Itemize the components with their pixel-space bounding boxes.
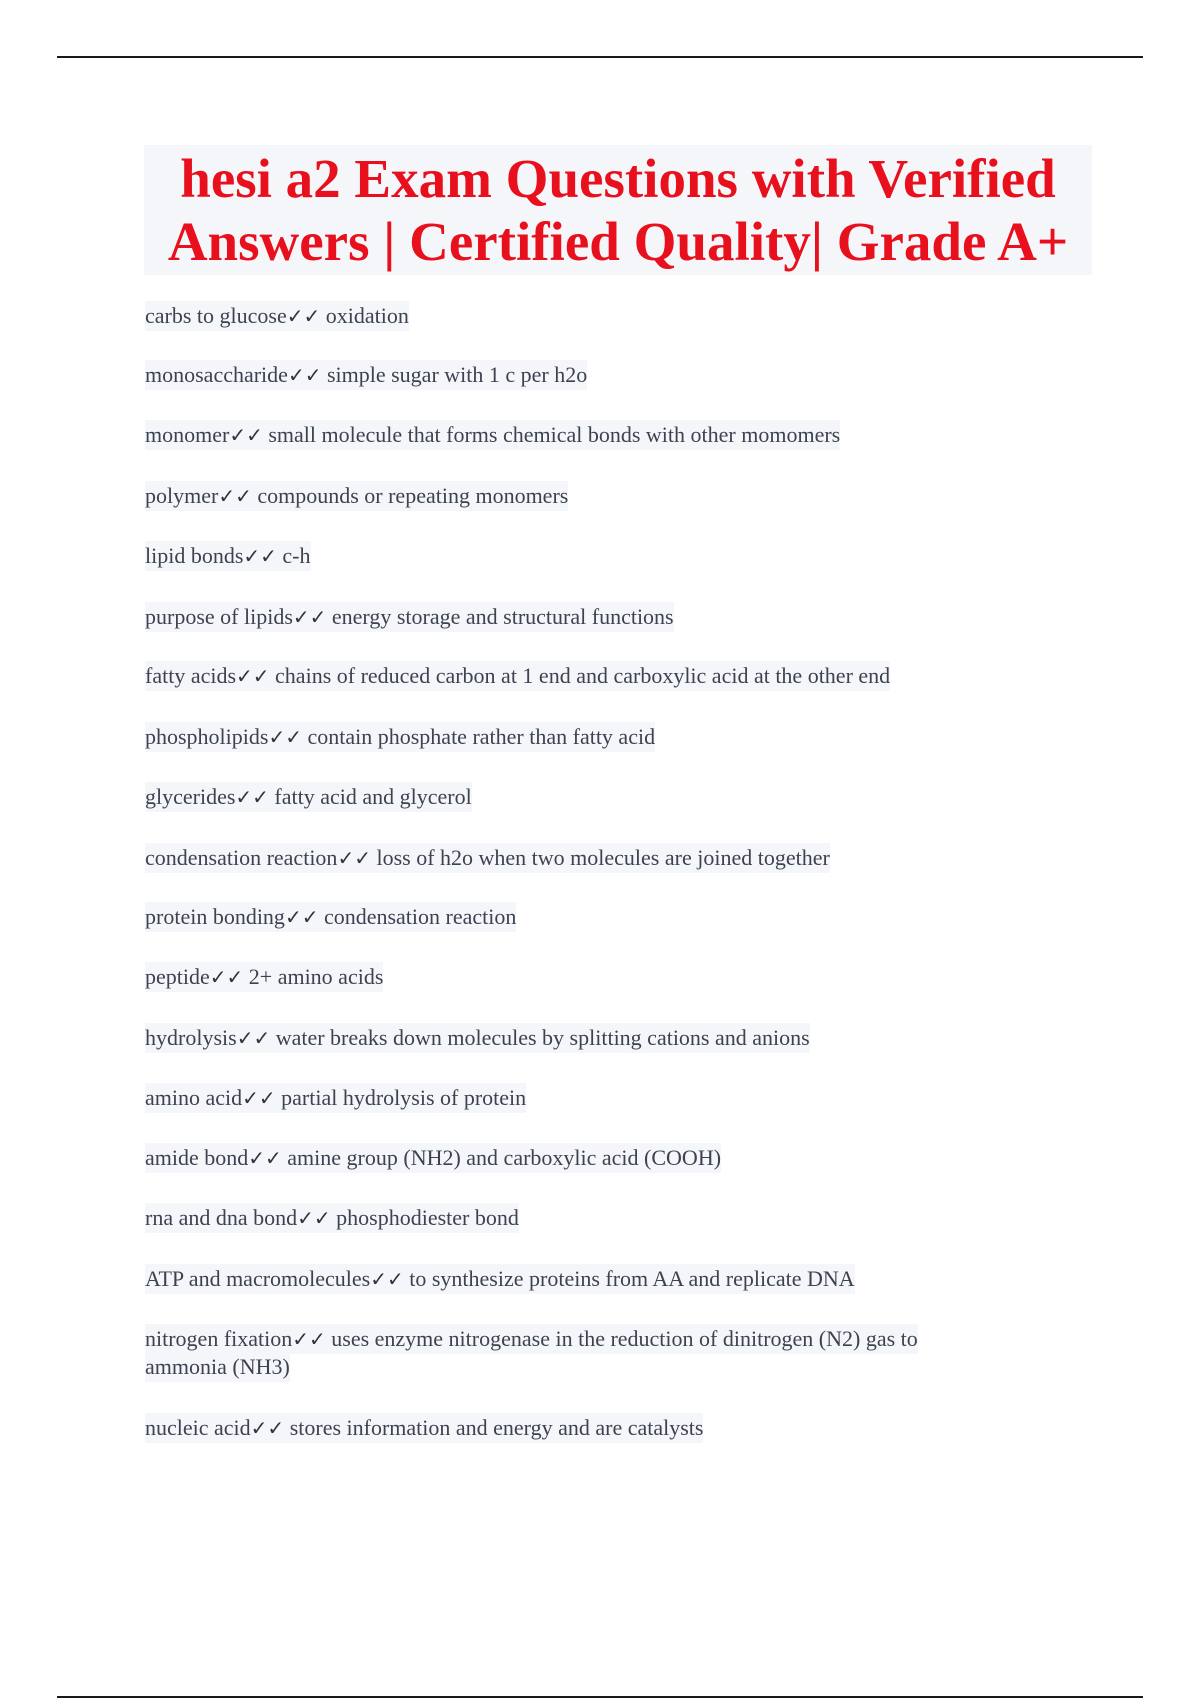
qa-item (145, 1204, 519, 1232)
qa-item (145, 1325, 1005, 1381)
qa-term: hydrolysis (145, 1025, 237, 1050)
check-icon: ✓✓ (268, 725, 302, 749)
check-icon: ✓✓ (242, 1086, 276, 1110)
qa-term: ATP and macromolecules (145, 1266, 371, 1291)
qa-item (145, 1024, 810, 1052)
qa-term: fatty acids (145, 663, 237, 688)
check-icon: ✓✓ (218, 484, 252, 508)
qa-term: glycerides (145, 784, 236, 809)
qa-answer: compounds or repeating monomers (251, 483, 569, 508)
qa-answer: c-h (276, 543, 311, 568)
title-line-1: hesi a2 Exam Questions with Verified (180, 148, 1056, 209)
check-icon: ✓✓ (292, 605, 327, 629)
qa-term: peptide (145, 964, 210, 989)
qa-answer: amine group (NH2) and carboxylic acid (COOH) (281, 1145, 722, 1170)
qa-answer: small molecule that forms chemical bonds with other momomers (262, 422, 841, 447)
qa-answer: partial hydrolysis of protein (275, 1085, 527, 1110)
qa-item (145, 542, 311, 570)
check-icon: ✓✓ (236, 1026, 271, 1050)
qa-term: condensation reaction (145, 845, 338, 870)
qa-answer: energy storage and structural functions (326, 604, 674, 629)
qa-item (145, 361, 587, 389)
qa-term: monosaccharide (145, 362, 288, 387)
qa-term: nucleic acid (145, 1415, 251, 1440)
check-icon: ✓✓ (297, 1206, 331, 1230)
qa-item (145, 662, 890, 690)
qa-term: rna and dna bond (145, 1205, 298, 1230)
check-icon: ✓✓ (250, 1416, 285, 1440)
qa-answer: chains of reduced carbon at 1 end and carboxylic acid at the other end (269, 663, 891, 688)
qa-answer: fatty acid and glycerol (268, 784, 472, 809)
document-title (144, 145, 1092, 275)
qa-answer: oxidation (320, 303, 409, 328)
qa-answer: condensation reaction (318, 904, 517, 929)
title-line-2: Answers | Certified Quality| Grade A+ (167, 211, 1069, 272)
check-icon: ✓✓ (287, 363, 322, 387)
qa-term: amide bond (145, 1145, 249, 1170)
qa-item (145, 1414, 703, 1442)
qa-term: protein bonding (145, 904, 285, 929)
qa-item (145, 903, 516, 931)
qa-answer: uses enzyme nitrogenase in the reduction of dinitrogen (N2) gas to ammonia (NH3) (145, 1326, 918, 1379)
check-icon: ✓✓ (248, 1146, 282, 1170)
qa-answer: contain phosphate rather than fatty acid (301, 724, 656, 749)
check-icon: ✓✓ (209, 965, 244, 989)
check-icon: ✓✓ (284, 905, 319, 929)
qa-item (145, 963, 383, 991)
qa-term: purpose of lipids (145, 604, 293, 629)
qa-item (145, 1144, 721, 1172)
qa-answer: simple sugar with 1 c per h2o (321, 362, 588, 387)
qa-answer: 2+ amino acids (243, 964, 384, 989)
qa-item (145, 723, 655, 751)
qa-item (145, 603, 674, 631)
qa-item (145, 421, 840, 449)
qa-item (145, 1265, 855, 1293)
qa-term: phospholipids (145, 724, 269, 749)
footer-rule (57, 1696, 1143, 1698)
qa-term: polymer (145, 483, 219, 508)
qa-answer: stores information and energy and are catalysts (284, 1415, 704, 1440)
check-icon: ✓✓ (236, 664, 270, 688)
check-icon: ✓✓ (235, 785, 269, 809)
qa-answer: water breaks down molecules by splitting cations and anions (270, 1025, 810, 1050)
qa-answer: loss of h2o when two molecules are joined together (370, 845, 830, 870)
check-icon: ✓✓ (286, 304, 321, 328)
qa-answer: phosphodiester bond (330, 1205, 519, 1230)
check-icon: ✓✓ (243, 544, 277, 568)
qa-term: lipid bonds (145, 543, 244, 568)
qa-term: amino acid (145, 1085, 243, 1110)
qa-item (145, 482, 568, 510)
header-rule (57, 56, 1143, 58)
qa-item (145, 844, 830, 872)
check-icon: ✓✓ (229, 423, 263, 447)
qa-answer: to synthesize proteins from AA and replicate DNA (403, 1266, 855, 1291)
qa-term: monomer (145, 422, 230, 447)
qa-term: carbs to glucose (145, 303, 287, 328)
qa-item (145, 1084, 526, 1112)
qa-term: nitrogen fixation (145, 1326, 293, 1351)
check-icon: ✓✓ (292, 1327, 326, 1351)
check-icon: ✓✓ (337, 846, 371, 870)
qa-item (145, 302, 409, 330)
check-icon: ✓✓ (370, 1267, 404, 1291)
qa-item (145, 783, 472, 811)
